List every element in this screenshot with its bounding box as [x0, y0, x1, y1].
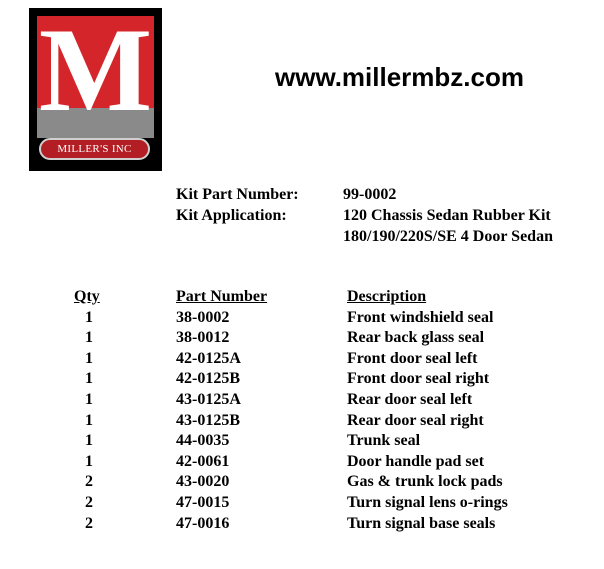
row-description: Gas & trunk lock pads — [347, 473, 503, 491]
parts-table — [0, 288, 604, 535]
table-row — [0, 309, 604, 330]
row-part-number: 42-0125A — [176, 349, 241, 367]
logo-badge — [39, 138, 150, 160]
kit-application-line1: 120 Chassis Sedan Rubber Kit — [343, 207, 551, 224]
row-part-number: 38-0012 — [176, 329, 230, 347]
row-part-number: 47-0016 — [176, 514, 230, 532]
row-qty: 1 — [85, 349, 93, 367]
row-part-number: 38-0002 — [176, 308, 230, 326]
row-part-number: 44-0035 — [176, 432, 230, 450]
row-qty: 1 — [85, 329, 93, 347]
row-description: Turn signal lens o-rings — [347, 493, 508, 511]
row-qty: 2 — [85, 493, 93, 511]
header-qty: Qty — [74, 288, 100, 305]
kit-part-number-label: Kit Part Number: — [176, 186, 299, 203]
row-part-number: 47-0015 — [176, 493, 230, 511]
table-row — [0, 515, 604, 536]
row-description: Rear door seal right — [347, 411, 484, 429]
row-qty: 1 — [85, 370, 93, 388]
kit-info — [176, 184, 596, 254]
table-row — [0, 329, 604, 350]
row-part-number: 43-0125A — [176, 390, 241, 408]
row-description: Rear back glass seal — [347, 329, 485, 347]
row-description: Front door seal left — [347, 349, 478, 367]
table-row — [0, 370, 604, 391]
header-description: Description — [347, 288, 427, 305]
row-description: Trunk seal — [347, 432, 421, 450]
row-qty: 1 — [85, 390, 93, 408]
website-url: www.millermbz.com — [275, 62, 524, 92]
row-qty: 1 — [85, 308, 93, 326]
table-row — [0, 453, 604, 474]
millers-logo — [29, 8, 162, 171]
table-row — [0, 391, 604, 412]
row-description: Rear door seal left — [347, 390, 473, 408]
header-part-number: Part Number — [176, 288, 268, 305]
row-qty: 2 — [85, 514, 93, 532]
row-qty: 2 — [85, 473, 93, 491]
row-qty: 1 — [85, 452, 93, 470]
logo-letter: M — [38, 8, 153, 136]
table-row — [0, 412, 604, 433]
kit-application-line2: 180/190/220S/SE 4 Door Sedan — [343, 228, 553, 245]
row-part-number: 43-0125B — [176, 411, 240, 429]
table-row — [0, 473, 604, 494]
row-part-number: 42-0125B — [176, 370, 240, 388]
kit-part-number-value: 99-0002 — [343, 186, 397, 203]
table-row — [0, 494, 604, 515]
row-part-number: 42-0061 — [176, 452, 230, 470]
row-description: Front door seal right — [347, 370, 490, 388]
row-description: Turn signal base seals — [347, 514, 496, 532]
table-row — [0, 350, 604, 371]
logo-badge-text: MILLER'S INC — [57, 143, 132, 155]
row-description: Door handle pad set — [347, 452, 485, 470]
row-qty: 1 — [85, 411, 93, 429]
row-description: Front windshield seal — [347, 308, 494, 326]
table-header-row — [0, 288, 604, 309]
table-row — [0, 432, 604, 453]
row-qty: 1 — [85, 432, 93, 450]
row-part-number: 43-0020 — [176, 473, 230, 491]
kit-application-label: Kit Application: — [176, 207, 287, 224]
